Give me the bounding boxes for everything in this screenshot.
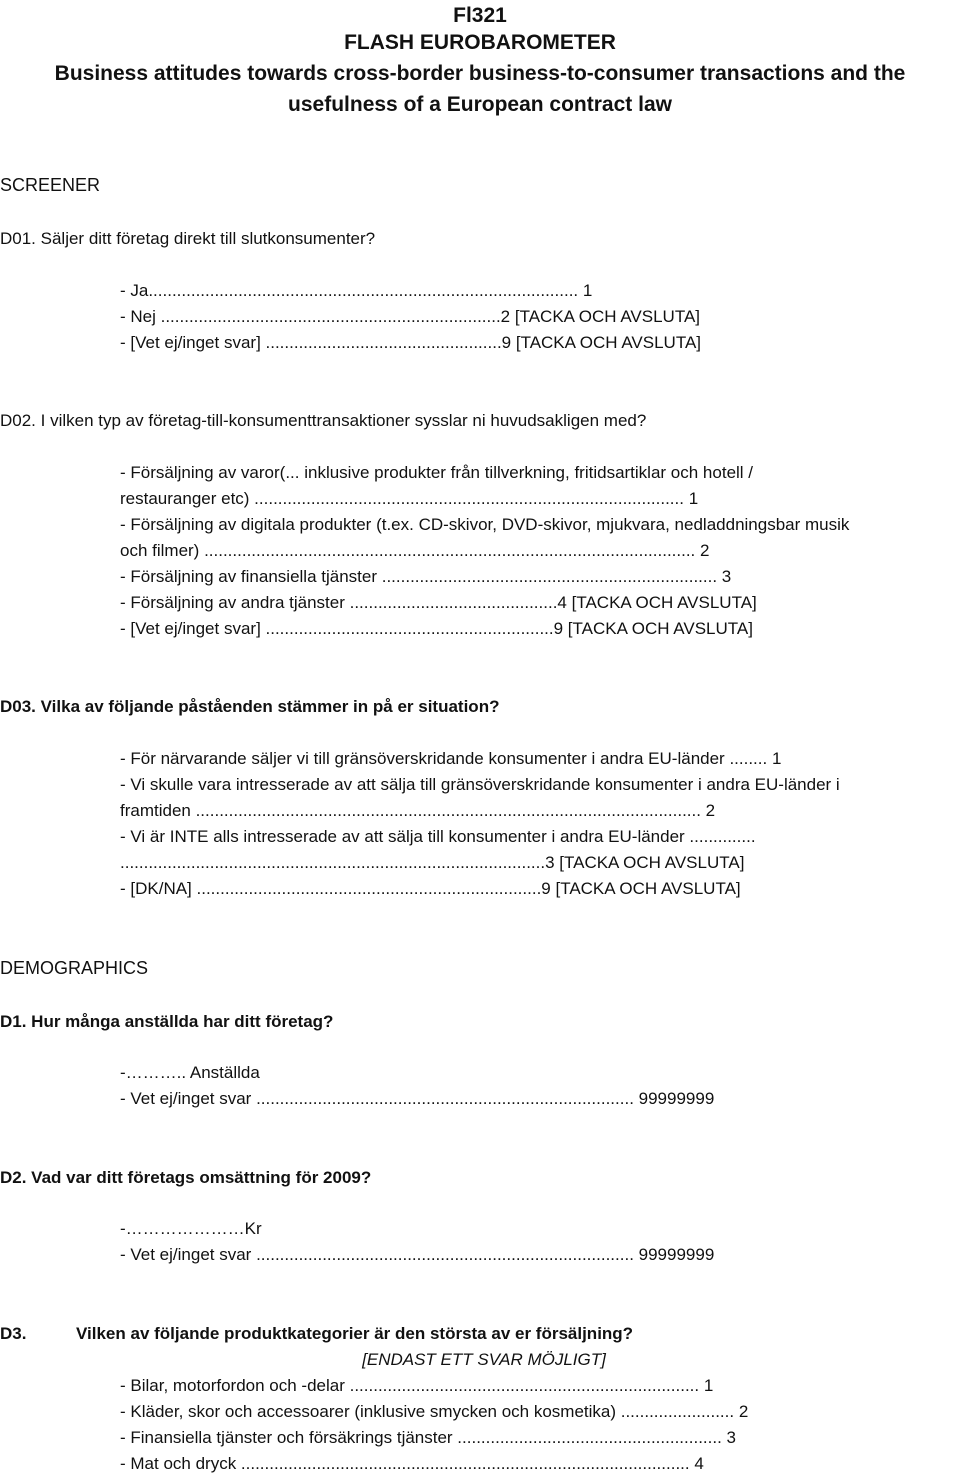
d3-option-mat: - Mat och dryck ............................................................................................... 4 [120,1454,704,1473]
question-d1: D1. Hur många anställda har ditt företag? [0,1012,334,1031]
d03-option-intresserade-line-2: framtiden ........................................................................................................... 2 [120,801,716,820]
questionnaire-code: Fl321 [453,4,507,27]
d2-option-kr: -…………………Kr [120,1219,262,1238]
survey-title-line-2: usefulness of a European contract law [288,93,672,116]
d03-option-dk-na: - [DK/NA] .........................................................................9 [TACKA OCH AVSLUTA] [120,879,741,898]
survey-series: FLASH EUROBAROMETER [344,31,616,54]
question-d2: D2. Vad var ditt företags omsättning för 2009? [0,1168,372,1187]
d02-option-digitala-line-2: och filmer) ........................................................................................................ 2 [120,541,710,560]
question-d3: Vilken av följande produktkategorier är den största av er försäljning? [76,1324,634,1343]
question-d3-number: D3. [0,1324,27,1343]
d02-option-finansiella: - Försäljning av finansiella tjänster ....................................................................... 3 [120,567,732,586]
d03-option-saljer-nu: - För närvarande säljer vi till gränsöverskridande konsumenter i andra EU-länder ........ 1 [120,749,782,768]
d02-option-digitala-line-1: - Försäljning av digitala produkter (t.ex. CD-skivor, DVD-skivor, mjukvara, nedladdningsbar musik [120,515,850,534]
question-d02: D02. I vilken typ av företag-till-konsumenttransaktioner sysslar ni huvudsakligen med? [0,411,647,430]
d3-option-finansiella: - Finansiella tjänster och försäkrings tjänster ........................................................ 3 [120,1428,736,1447]
question-d03: D03. Vilka av följande påståenden stämmer in på er situation? [0,697,500,716]
d03-option-intresserade-line-1: - Vi skulle vara intresserade av att sälja till gränsöverskridande konsumenter i andra EU-länder i [120,775,840,794]
section-heading-demographics: DEMOGRAPHICS [0,958,149,978]
section-heading-screener: SCREENER [0,175,101,195]
d01-option-ja: - Ja........................................................................................... 1 [120,281,593,300]
d03-option-inte-intresserade-line-1: - Vi är INTE alls intresserade av att sälja till konsumenter i andra EU-länder .............. [120,827,756,846]
question-d01: D01. Säljer ditt företag direkt till slutkonsumenter? [0,229,376,248]
survey-title-line-1: Business attitudes towards cross-border business-to-consumer transactions and the [54,62,906,85]
d3-option-bilar: - Bilar, motorfordon och -delar .......................................................................... 1 [120,1376,714,1395]
d2-option-vet-ej: - Vet ej/inget svar ................................................................................ 99999999 [120,1245,715,1264]
d03-option-inte-intresserade-line-2: ..........................................................................................3 [TACKA OCH AVSLUTA] [120,853,745,872]
d01-option-vet-ej: - [Vet ej/inget svar] ..................................................9 [TACKA OCH AVSLUTA] [120,333,702,352]
d02-option-andra-tjanster: - Försäljning av andra tjänster ............................................4 [TACKA OCH AVSLUTA] [120,593,757,612]
d02-option-vet-ej: - [Vet ej/inget svar] .............................................................9 [TACKA OCH AVSLUTA] [120,619,753,638]
d3-option-klader: - Kläder, skor och accessoarer (inklusive smycken och kosmetika) ........................ 2 [120,1402,749,1421]
d1-option-vet-ej: - Vet ej/inget svar ................................................................................ 99999999 [120,1089,715,1108]
d1-option-anstallda: -……….. Anställda [120,1063,260,1082]
d3-single-answer-note: [ENDAST ETT SVAR MÖJLIGT] [362,1350,606,1369]
d01-option-nej: - Nej ........................................................................2 [TACKA OCH AVSLUTA] [120,307,701,326]
d02-option-varor-line-1: - Försäljning av varor(... inklusive produkter från tillverkning, fritidsartiklar och hotell / [120,463,754,482]
d02-option-varor-line-2: restauranger etc) ........................................................................................... 1 [120,489,699,508]
